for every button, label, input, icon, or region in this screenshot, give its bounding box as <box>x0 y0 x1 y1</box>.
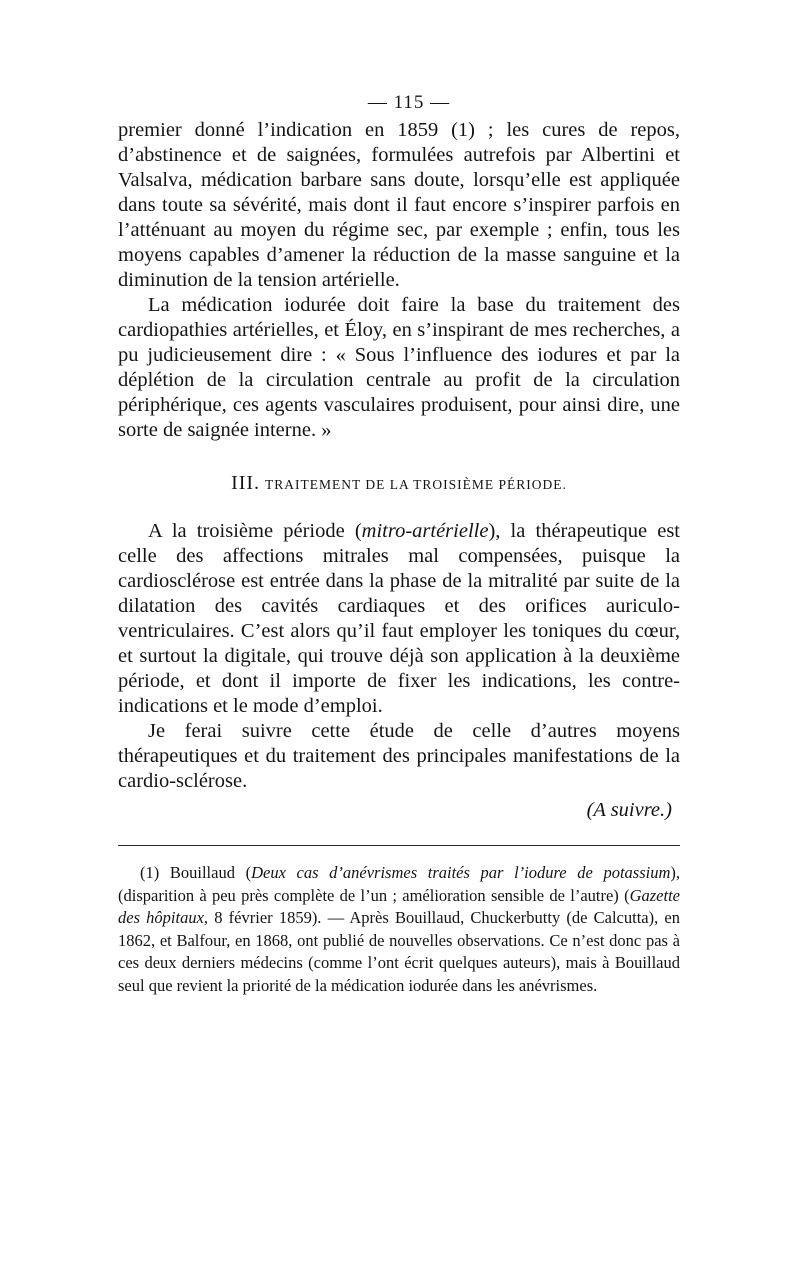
paragraph-3-italic-term: mitro-artérielle <box>361 520 489 542</box>
paragraph-3-start: A la troisième période ( <box>148 520 362 542</box>
footnote-italic-journal: Gazette des hôpitaux, <box>118 885 680 927</box>
section-number: III. <box>231 472 261 494</box>
section-title: TRAITEMENT DE LA TROISIÈME PÉRIODE. <box>265 477 567 492</box>
footnote-italic-title: Deux cas d’anévrismes traités par l’iodure de potassium <box>251 863 671 882</box>
body-paragraph-3 <box>118 519 680 719</box>
section-heading <box>118 471 680 497</box>
page-number: — 115 — <box>367 92 451 113</box>
footnote-marker: (1) Bouillaud ( <box>140 863 252 882</box>
paragraph-3-rest: ), la thérapeutique est celle des affections mitrales mal compensées, puisque la cardiosclérose est entrée dans la phase de la mitralité par suite de la dilatation des cavités cardiaques et des orifices auriculo-ventriculaires. C’est alors qu’il faut employer les toniques du cœur, et surtout la digitale, qui trouve déjà son application à la deuxième période, et dont il importe de fixer les indications, les contre-indications et le mode d’emploi. <box>118 520 680 717</box>
to-be-continued-label: (A suivre.) <box>586 799 672 821</box>
book-page <box>118 88 680 997</box>
body-paragraph-4: Je ferai suivre cette étude de celle d’autres moyens thérapeutiques et du traitement des principales manifestations de la cardio-sclérose. <box>118 720 680 792</box>
body-paragraph-2: La médication iodurée doit faire la base du traitement des cardiopathies artérielles, et Éloy, en s’inspirant de mes recherches, a pu judicieusement dire : « Sous l’influence des iodures et par la déplétion de la circulation centrale au profit de la circulation périphérique, ces agents vasculaires produisent, pour ainsi dire, une sorte de saignée interne. » <box>118 294 680 441</box>
footnote <box>118 862 680 997</box>
footnote-middle: ), (disparition à peu près complète de l’un ; amélioration sensible de l’autre) ( <box>118 863 680 905</box>
footnote-divider <box>118 845 680 846</box>
body-paragraph-1: premier donné l’indication en 1859 (1) ; les cures de repos, d’abstinence et de saignées, formulées autrefois par Albertini et Valsalva, médication barbare sans doute, lorsqu’elle est appliquée dans toute sa sévérité, mais dont il faut encore s’inspirer parfois en l’atténuant au moyen du régime sec, par exemple ; enfin, tous les moyens capables d’amener la réduction de la masse sanguine et la diminution de la tension artérielle. <box>118 119 680 291</box>
footnote-rest: 8 février 1859). — Après Bouillaud, Chuckerbutty (de Calcutta), en 1862, et Balfour, en 1868, ont publié de nouvelles observations. Ce n’est donc pas à ces deux derniers médecins (comme l’ont écrit quelques auteurs), mais à Bouillaud seul que revient la priorité de la médication iodurée dans les anévrismes. <box>118 908 680 995</box>
